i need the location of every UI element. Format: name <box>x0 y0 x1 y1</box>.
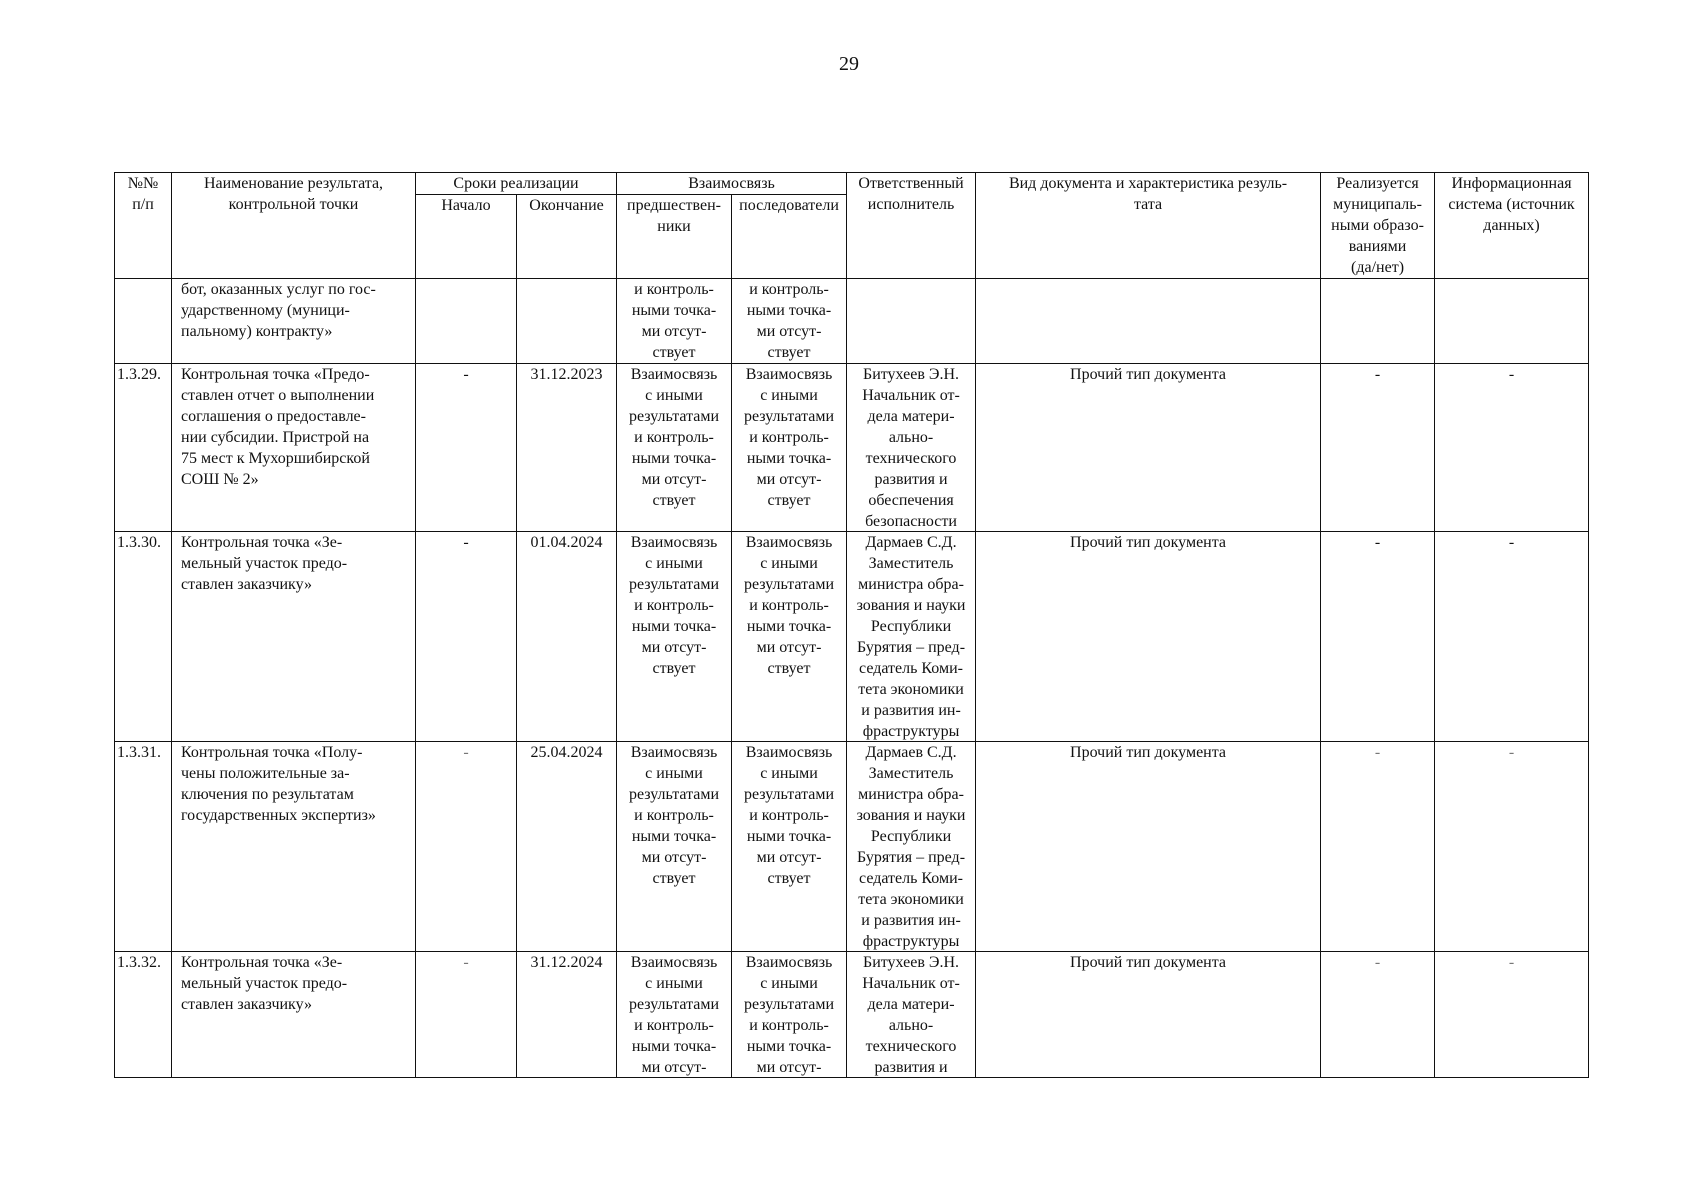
row-doc-type: Прочий тип документа <box>976 364 1321 532</box>
row-number: 1.3.30. <box>115 532 172 742</box>
row-info-system: - <box>1435 532 1589 742</box>
table-row <box>115 742 1589 952</box>
row-start: - <box>416 364 517 532</box>
row-info-system <box>1435 279 1589 364</box>
row-doc-type: Прочий тип документа <box>976 532 1321 742</box>
row-end: 31.12.2023 <box>517 364 617 532</box>
header-doc: Вид документа и характеристика резуль- тата <box>976 173 1321 279</box>
row-predecessors: Взаимосвязь с иными результатами и контроль- ными точка- ми отсут- ствует <box>617 532 732 742</box>
header-municipal: Реализуется муниципаль- ными образо- ваниями (да/нет) <box>1321 173 1435 279</box>
row-municipal: - <box>1321 532 1435 742</box>
row-predecessors: Взаимосвязь с иными результатами и контроль- ными точка- ми отсут- ствует <box>617 742 732 952</box>
header-name: Наименование результата, контрольной точки <box>172 173 416 279</box>
row-name: Контрольная точка «Предо- ставлен отчет о выполнении соглашения о предоставле- нии субсидии. Пристрой на 75 мест к Мухоршибирской СОШ № 2» <box>172 364 416 532</box>
header-row <box>115 173 1589 195</box>
row-responsible <box>847 279 976 364</box>
row-number: 1.3.29. <box>115 364 172 532</box>
row-responsible: Дармаев С.Д. Заместитель министра обра- зования и науки Республики Бурятия – пред- седатель Коми- тета экономики и развития ин- фраструктуры <box>847 532 976 742</box>
table-row <box>115 532 1589 742</box>
row-municipal <box>1321 279 1435 364</box>
header-terms: Сроки реализации <box>416 173 617 195</box>
row-info-system: - <box>1435 952 1589 1078</box>
page-number: 29 <box>839 53 859 75</box>
row-start: - <box>416 952 517 1078</box>
row-successors: Взаимосвязь с иными результатами и контроль- ными точка- ми отсут- <box>732 952 847 1078</box>
row-successors: и контроль- ными точка- ми отсут- ствует <box>732 279 847 364</box>
row-end: 25.04.2024 <box>517 742 617 952</box>
table-row <box>115 279 1589 364</box>
row-municipal: - <box>1321 364 1435 532</box>
row-number: 1.3.32. <box>115 952 172 1078</box>
row-doc-type: Прочий тип документа <box>976 952 1321 1078</box>
row-end: 01.04.2024 <box>517 532 617 742</box>
row-number: 1.3.31. <box>115 742 172 952</box>
header-num: №№ п/п <box>115 173 172 279</box>
header-successors: последователи <box>732 195 847 279</box>
header-responsible: Ответственный исполнитель <box>847 173 976 279</box>
row-successors: Взаимосвязь с иными результатами и контроль- ными точка- ми отсут- ствует <box>732 532 847 742</box>
row-doc-type <box>976 279 1321 364</box>
row-start <box>416 279 517 364</box>
row-responsible: Битухеев Э.Н. Начальник от- дела матери- ально- технического развития и <box>847 952 976 1078</box>
header-predecessors: предшествен- ники <box>617 195 732 279</box>
row-predecessors: Взаимосвязь с иными результатами и контроль- ными точка- ми отсут- ствует <box>617 364 732 532</box>
table-row <box>115 952 1589 1078</box>
row-name: бот, оказанных услуг по гос- ударственному (муници- пальному) контракту» <box>172 279 416 364</box>
row-number <box>115 279 172 364</box>
row-responsible: Дармаев С.Д. Заместитель министра обра- зования и науки Республики Бурятия – пред- седатель Коми- тета экономики и развития ин- фраструктуры <box>847 742 976 952</box>
row-responsible: Битухеев Э.Н. Начальник от- дела матери- ально- технического развития и обеспечения безопасности <box>847 364 976 532</box>
row-start: - <box>416 532 517 742</box>
row-end <box>517 279 617 364</box>
row-end: 31.12.2024 <box>517 952 617 1078</box>
row-name: Контрольная точка «Зе- мельный участок предо- ставлен заказчику» <box>172 532 416 742</box>
row-successors: Взаимосвязь с иными результатами и контроль- ными точка- ми отсут- ствует <box>732 742 847 952</box>
row-municipal: - <box>1321 952 1435 1078</box>
row-info-system: - <box>1435 742 1589 952</box>
header-end: Окончание <box>517 195 617 279</box>
header-info-system: Информационная система (источник данных) <box>1435 173 1589 279</box>
header-start: Начало <box>416 195 517 279</box>
row-successors: Взаимосвязь с иными результатами и контроль- ными точка- ми отсут- ствует <box>732 364 847 532</box>
row-start: - <box>416 742 517 952</box>
row-info-system: - <box>1435 364 1589 532</box>
row-municipal: - <box>1321 742 1435 952</box>
results-table <box>114 172 1589 1078</box>
row-doc-type: Прочий тип документа <box>976 742 1321 952</box>
row-predecessors: Взаимосвязь с иными результатами и контроль- ными точка- ми отсут- <box>617 952 732 1078</box>
row-name: Контрольная точка «Полу- чены положительные за- ключения по результатам государственных экспертиз» <box>172 742 416 952</box>
row-predecessors: и контроль- ными точка- ми отсут- ствует <box>617 279 732 364</box>
row-name: Контрольная точка «Зе- мельный участок предо- ставлен заказчику» <box>172 952 416 1078</box>
header-link: Взаимосвязь <box>617 173 847 195</box>
table-row <box>115 364 1589 532</box>
